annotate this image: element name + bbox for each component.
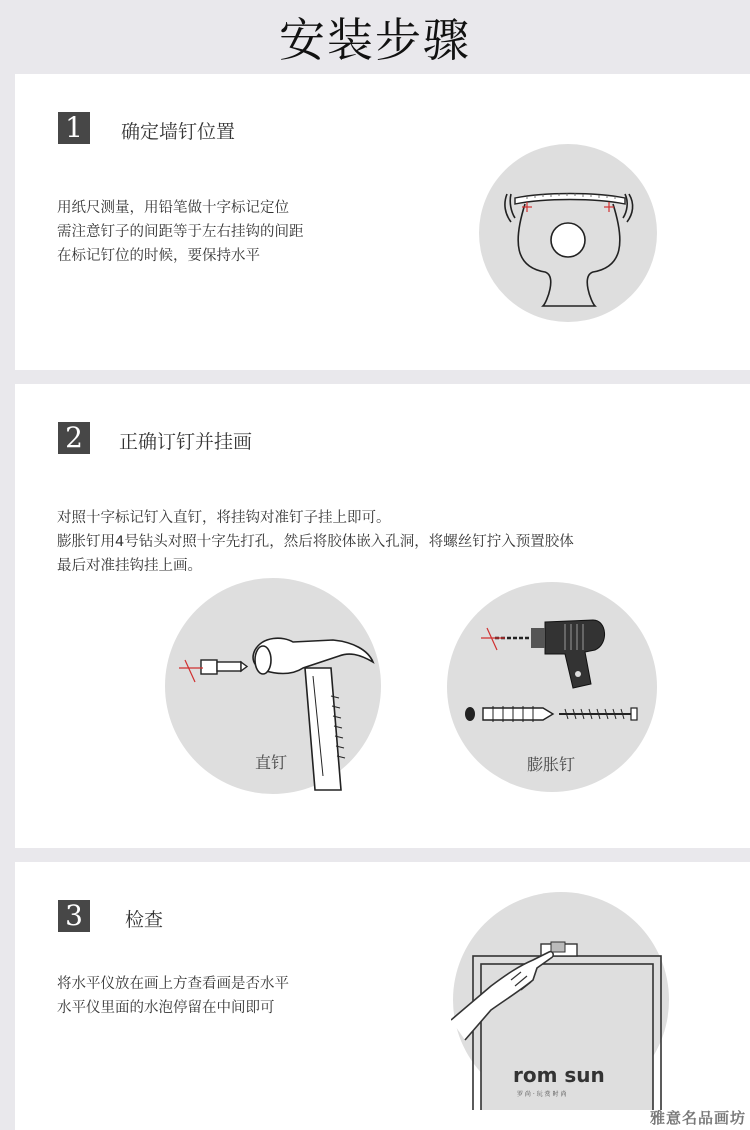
step-3-panel bbox=[15, 862, 750, 1130]
step-number: 1 bbox=[58, 112, 90, 144]
description-line: 膨胀钉用4号钻头对照十字先打孔，然后将胶体嵌入孔洞，将螺丝钉拧入预置胶体 bbox=[57, 534, 574, 550]
caption-straight-nail: 直钉 bbox=[255, 753, 288, 772]
step-title: 确定墙钉位置 bbox=[121, 121, 236, 143]
description-line: 用纸尺测量，用铅笔做十字标记定位 bbox=[57, 200, 289, 216]
brand-logo: rom sun bbox=[513, 1063, 605, 1087]
description-line: 对照十字标记钉入直钉，将挂钩对准钉子挂上即可。 bbox=[57, 510, 391, 526]
step-number: 2 bbox=[58, 422, 90, 454]
description-line: 在标记钉位的时候，要保持水平 bbox=[57, 248, 260, 264]
level-check-icon bbox=[451, 890, 671, 1110]
watermark: 雅意名品画坊 bbox=[649, 1109, 746, 1127]
brand-subtitle: 罗 尚 · 玩 赏 时 尚 bbox=[517, 1091, 567, 1098]
step-title: 正确订钉并挂画 bbox=[119, 431, 253, 453]
caption-expansion-nail: 膨胀钉 bbox=[527, 755, 576, 774]
description-line: 将水平仪放在画上方查看画是否水平 bbox=[57, 976, 289, 992]
measuring-tape-icon bbox=[475, 142, 661, 324]
description-line: 需注意钉子的间距等于左右挂钩的间距 bbox=[57, 224, 304, 240]
step-description bbox=[57, 196, 304, 268]
step-number: 3 bbox=[58, 900, 90, 932]
description-line: 水平仪里面的水泡停留在中间即可 bbox=[57, 1000, 275, 1016]
step-2-panel bbox=[15, 384, 750, 848]
step-description bbox=[57, 972, 289, 1020]
step-description bbox=[57, 506, 574, 578]
description-line: 最后对准挂钩挂上画。 bbox=[57, 558, 202, 574]
step-title: 检查 bbox=[125, 909, 164, 931]
page-title: 安装步骤 bbox=[279, 13, 471, 67]
step-1-panel bbox=[15, 74, 750, 370]
